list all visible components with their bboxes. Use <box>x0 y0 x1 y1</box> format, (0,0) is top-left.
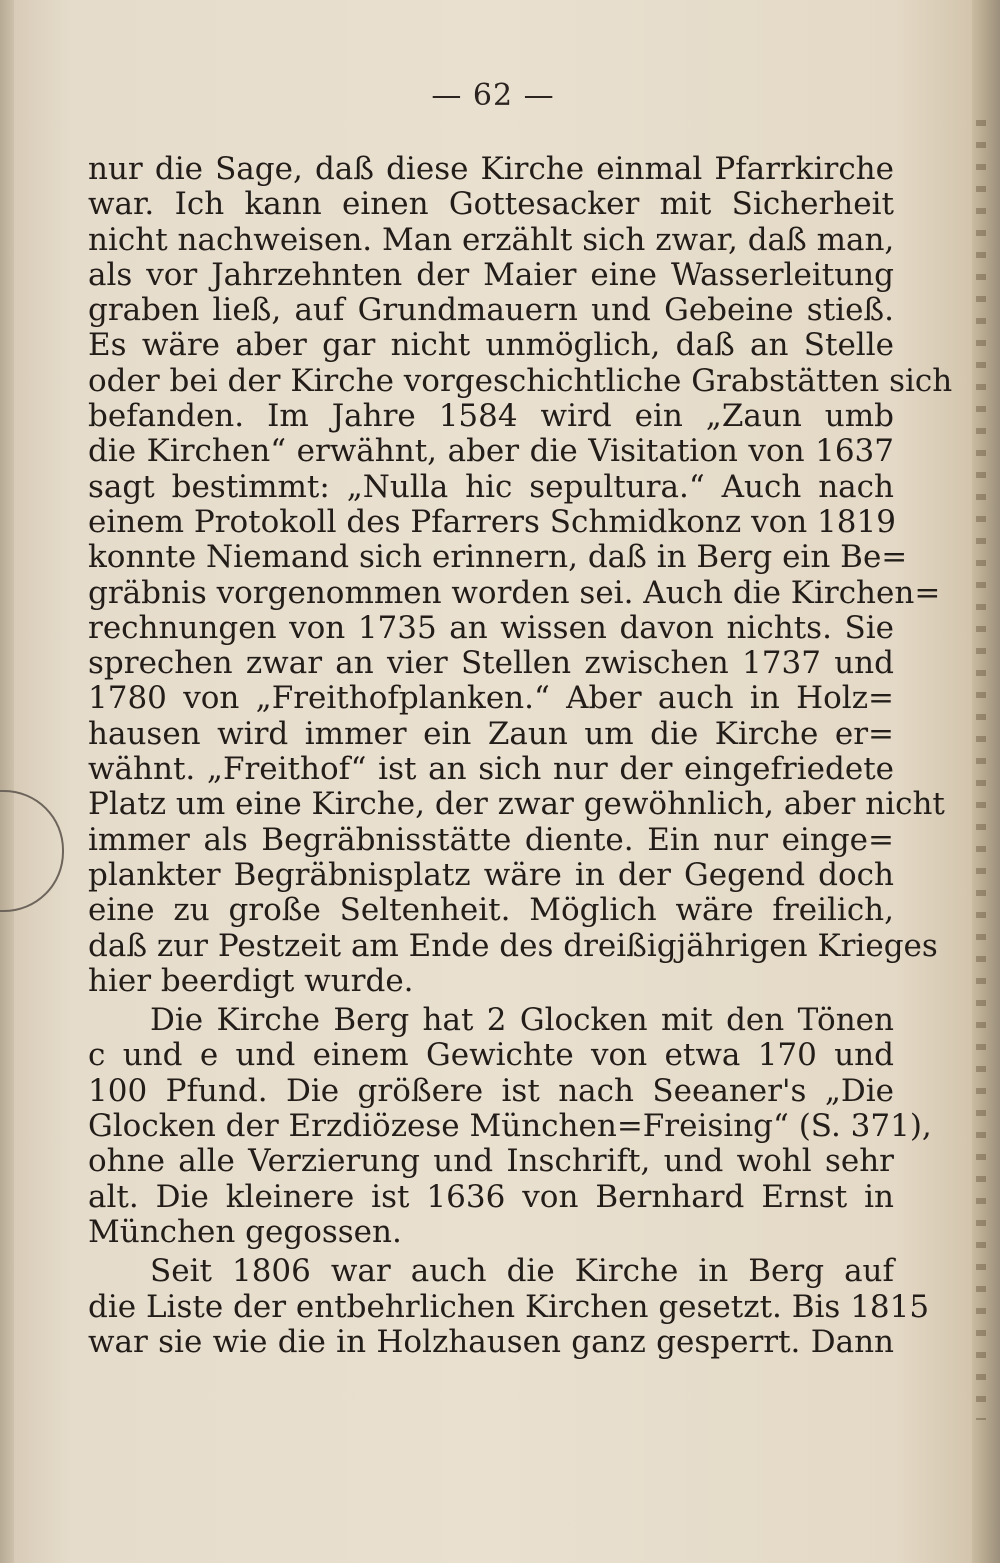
page-number: — 62 — <box>431 78 555 113</box>
text-line: oder bei der Kirche vorgeschichtliche Grabstätten sich <box>88 362 953 399</box>
text-line: nicht nachweisen. Man erzählt sich zwar, daß man, <box>88 221 895 258</box>
book-page <box>14 0 972 1563</box>
text-line: Seit 1806 war auch die Kirche in Berg auf <box>150 1253 894 1290</box>
paragraph <box>88 1253 930 1360</box>
text-line: war sie wie die in Holzhausen ganz gesperrt. Dann <box>88 1323 894 1360</box>
text-line: hausen wird immer ein Zaun um die Kirche er= <box>88 715 894 752</box>
text-line: sprechen zwar an vier Stellen zwischen 1737 und <box>88 645 894 682</box>
adjacent-page-edge <box>972 0 1000 1563</box>
text-line: als vor Jahrzehnten der Maier eine Wasserleitung <box>88 256 894 293</box>
text-line: 100 Pfund. Die größere ist nach Seeaner's „Die <box>88 1072 894 1109</box>
text-line: Es wäre aber gar nicht unmöglich, daß an Stelle <box>88 327 894 364</box>
page-text <box>88 151 953 1360</box>
text-line: die Liste der entbehrlichen Kirchen gesetzt. Bis 1815 <box>88 1288 930 1325</box>
text-line: alt. Die kleinere ist 1636 von Bernhard Ernst in <box>88 1178 894 1215</box>
text-line: ohne alle Verzierung und Inschrift, und wohl sehr <box>88 1143 894 1180</box>
text-line: war. Ich kann einen Gottesacker mit Sicherheit <box>88 186 894 223</box>
text-line: gräbnis vorgenommen worden sei. Auch die Kirchen= <box>88 574 941 611</box>
paragraph <box>88 151 953 999</box>
paragraph <box>88 1002 932 1250</box>
text-line: Platz um eine Kirche, der zwar gewöhnlich, aber nicht <box>88 786 945 823</box>
text-line: konnte Niemand sich erinnern, daß in Berg ein Be= <box>88 539 908 576</box>
text-line: eine zu große Seltenheit. Möglich wäre freilich, <box>88 892 894 929</box>
text-line: Glocken der Erzdiözese München=Freising“ (S. 371), <box>88 1108 932 1145</box>
text-line: immer als Begräbnisstätte diente. Ein nur einge= <box>88 821 894 858</box>
text-line: c und e und einem Gewichte von etwa 170 und <box>88 1037 894 1074</box>
text-line: nur die Sage, daß diese Kirche einmal Pfarrkirche <box>88 151 894 187</box>
text-line: sagt bestimmt: „Nulla hic sepultura.“ Auch nach <box>88 468 894 505</box>
text-line: rechnungen von 1735 an wissen davon nichts. Sie <box>88 609 894 646</box>
text-line: daß zur Pestzeit am Ende des dreißigjährigen Krieges <box>88 927 938 964</box>
text-line: einem Protokoll des Pfarrers Schmidkonz von 1819 <box>88 503 896 540</box>
text-line: wähnt. „Freithof“ ist an sich nur der eingefriedete <box>88 751 894 788</box>
text-line: 1780 von „Freithofplanken.“ Aber auch in Holz= <box>88 680 894 717</box>
text-line: die Kirchen“ erwähnt, aber die Visitation von 1637 <box>88 433 894 470</box>
text-line: plankter Begräbnisplatz wäre in der Gegend doch <box>88 856 894 893</box>
text-line: graben ließ, auf Grundmauern und Gebeine stieß. <box>88 292 894 329</box>
text-line: befanden. Im Jahre 1584 wird ein „Zaun umb <box>88 398 894 435</box>
text-line: München gegossen. <box>88 1213 402 1250</box>
text-line: Die Kirche Berg hat 2 Glocken mit den Tönen <box>150 1002 894 1039</box>
text-line: hier beerdigt wurde. <box>88 962 414 999</box>
